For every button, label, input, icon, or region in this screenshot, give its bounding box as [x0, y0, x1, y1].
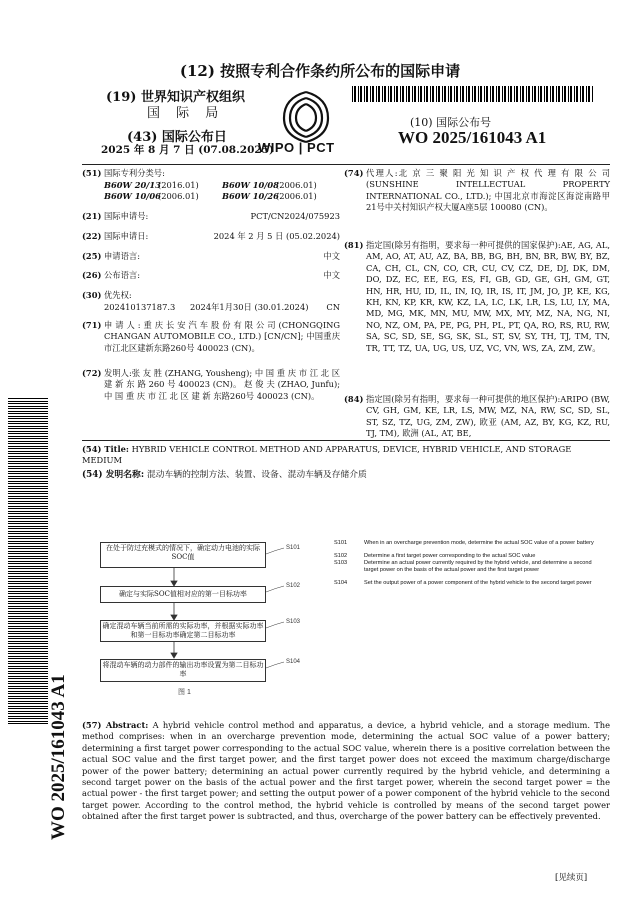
legend-step: S102	[334, 553, 348, 559]
figure-caption: 图 1	[178, 689, 191, 696]
inventors: 发明人:张 友 胜 (ZHANG, Yousheng); 中 国 重 庆 市 江 北 区 建 新 东 路 260 号 400023 (CN)。 赵 俊 夫 (ZHAO, Junfu); 中 国 重 庆 市 江 北 区 建 新 东路260号 400023 (CN)。	[104, 368, 340, 401]
flowchart-figure	[82, 532, 322, 702]
priority-number: 202410137187.3	[104, 302, 176, 312]
ipc-version: (2016.01)	[158, 180, 199, 190]
regional-states: 指定国(除另有指明，要求每一种可提供的地区保护):ARIPO (BW, CV, GH, GM, KE, LR, LS, MW, MZ, NA, RW, SC, SD, SL, ST, SZ, TZ, UG, ZM, ZW), 欧亚 (AM, AZ, BY, KG, KZ, RU, TJ, TM), 欧洲 (AL, AT, BE,	[366, 394, 610, 439]
bibliographic-left: (51) 国际专利分类号: B60W 20/13 (2016.01) B60W 10/08 (2006.01) B60W 10/06 (2006.01) B60W 10/26 (2006.01) (21) 国际申请号: PCT/CN2024/075923 (22) 国际申请日: 2024 年 2 月 5 日 (05.02.2024) (25) 申请语言: 中文 (26) 公布语言: 中文 (30) 优先权: 202410137187.3 2024年1月30日 (30.01.2024) CN (71) 申请人:重庆长安汽车股份有限公司(CHONGQING CHANGAN AUTOMOBILE CO., LTD.) [CN/CN]; 中国重庆市江北区建新东路260号 400023 (CN)。 (72) 发明人:张 友 胜 (ZHANG, Yousheng); 中 国 重 庆 市 江 北 区 建 新 东 路 260 号 400023 (CN)。 赵 俊 夫 (ZHAO, Junfu); 中 国 重 庆 市 江 北 区 建 新 东路260号 400023 (CN)。	[82, 168, 341, 401]
wipo-pct-wordmark: WIPO | PCT	[258, 140, 335, 155]
flow-step-label: S102	[286, 583, 301, 589]
section-rule	[82, 440, 610, 441]
publication-date-label: (43) 国际公布日	[127, 130, 227, 145]
publication-number-label: (10) 国际公布号	[410, 116, 492, 129]
publication-number: WO 2025/161043 A1	[398, 128, 547, 147]
ipc-label: 国际专利分类号:	[104, 168, 165, 178]
ipc-version: (2006.01)	[276, 180, 317, 190]
agent: 代理人:北 京 三 聚 阳 光 知 识 产 权 代 理 有 限 公 司 (SUNSHINE INTELLECTUAL PROPERTY INTERNATIONAL CO., LTD.); 中国北京市海淀区海淀南路甲21号中关村知识产权大厦A座5层 100080 (CN)。	[366, 168, 611, 213]
title-chinese: (54) 发明名称: 混动车辆的控制方法、装置、设备、混动车辆及存储介质	[82, 470, 367, 480]
bibliographic-right: (74) 代理人:北 京 三 聚 阳 光 知 识 产 权 代 理 有 限 公 司 (SUNSHINE INTELLECTUAL PROPERTY INTERNATIONAL CO., LTD.); 中国北京市海淀区海淀南路甲21号中关村知识产权大厦A座5层 100080 (CN)。 (81) 指定国(除另有指明，要求每一种可提供的国家保护):AE, AG, AL, AM, AO, AT, AU, AZ, BA, BB, BG, BH, BN, BR, BW, BY, BZ, CA, CH, CL, CN, CO, CR, CU, CV, CZ, DE, DJ, DK, DM, DO, DZ, EC, EE, EG, ES, FI, GB, GD, GE, GH, GM, GT, HN, HR, HU, ID, IL, IN, IQ, IR, IS, IT, JM, JO, JP, KE, KG, KH, KN, KP, KR, KW, KZ, LA, LC, LK, LR, LS, LU, LY, MA, MD, MG, MK, MN, MU, MW, MX, MY, MZ, NA, NG, NI, NO, NZ, OM, PA, PE, PG, PH, PL, PT, QA, RO, RS, RU, RW, SA, SC, SD, SE, SG, SK, SL, ST, SV, SY, TH, TJ, TM, TN, TR, TT, TZ, UA, UG, US, UZ, VC, VN, WS, ZA, ZM, ZW。 (84) 指定国(除另有指明，要求每一种可提供的地区保护):ARIPO (BW, CV, GH, GM, KE, LR, LS, MW, MZ, NA, RW, SC, SD, SL, ST, SZ, TZ, UG, ZM, ZW), 欧亚 (AM, AZ, BY, KG, KZ, RU, TJ, TM), 欧洲 (AL, AT, BE,	[344, 168, 611, 439]
continued-page-note: [见续页]	[555, 873, 588, 883]
legend-text: Set the output power of a power component of the hybrid vehicle to the second target power	[364, 580, 592, 586]
application-number: PCT/CN2024/075923	[250, 211, 340, 221]
flow-step-box: 确定与实际SOC值相对应的第一目标功率	[100, 586, 266, 603]
flow-step-box: 将混动车辆的动力部件的输出功率设置为第二目标功率	[100, 659, 266, 682]
title-english: (54) Title: HYBRID VEHICLE CONTROL METHOD AND APPARATUS, DEVICE, HYBRID VEHICLE, AND STORAGE MEDIUM	[82, 444, 572, 466]
legend-step: S103	[334, 560, 348, 566]
ipc-version: (2006.01)	[158, 191, 199, 201]
ipc-code: B60W 10/06	[104, 191, 161, 201]
legend-text: Determine an actual power currently required by the hybrid vehicle, and determine a second target power on the basis of the actual power and the first target power	[364, 560, 592, 573]
flow-step-label: S103	[286, 619, 301, 625]
header-barcode	[352, 86, 594, 102]
flow-step-label: S104	[286, 659, 301, 665]
ipc-code: B60W 20/13	[104, 180, 161, 190]
ipc-code: B60W 10/08	[222, 180, 279, 190]
side-publication-number: WO 2025/161043 A1	[48, 674, 69, 840]
publication-date: 2025 年 8 月 7 日 (07.08.2025)	[101, 144, 274, 156]
filing-date: 2024 年 2 月 5 日 (05.02.2024)	[213, 231, 340, 241]
legend-step: S104	[334, 580, 348, 586]
filing-date-label: 国际申请日:	[104, 231, 149, 241]
filing-language-label: 申请语言:	[104, 251, 140, 261]
legend-text: Determine a first target power corresponding to the actual SOC value	[364, 553, 536, 559]
flow-step-label: S101	[286, 545, 301, 551]
document-title: (12) 按照专利合作条约所公布的国际申请	[179, 62, 461, 80]
legend-text: When in an overcharge prevention mode, determine the actual SOC value of a power battery	[364, 540, 594, 546]
header-rule	[82, 164, 610, 165]
ipc-code: B60W 10/26	[222, 191, 279, 201]
publication-language: 中文	[323, 270, 340, 280]
priority-date: 2024年1月30日 (30.01.2024)	[190, 302, 309, 312]
application-number-label: 国际申请号:	[104, 211, 149, 221]
abstract: (57) Abstract: A hybrid vehicle control method and apparatus, a device, a hybrid vehicle, and a storage medium. The method comprises: when in an overcharge prevention mode, determining the actual SOC value of a power battery; determining a first target power corresponding to the actual SOC value, wherein there is a positive correlation between the actual SOC value and the first target power, and the first target power does not exceed the maximum charge/discharge power of the power battery; determining an actual power currently required by the hybrid vehicle, and determining a second target power on the basis of the actual power and the first target power, wherein the second target power = the actual power - the first target power; and setting the output power of a power component of the hybrid vehicle to the second target power. According to the control method, the hybrid vehicle is controlled by means of the second target power obtained after the first target power is subtracted, and thus, overcharge of the power battery can be effectively prevented.	[82, 720, 611, 822]
designated-states: 指定国(除另有指明，要求每一种可提供的国家保护):AE, AG, AL, AM, AO, AT, AU, AZ, BA, BB, BG, BH, BN, BR, BW, BY, BZ, CA, CH, CL, CN, CO, CR, CU, CV, CZ, DE, DJ, DK, DM, DO, DZ, EC, EE, EG, ES, FI, GB, GD, GE, GH, GM, GT, HN, HR, HU, ID, IL, IN, IQ, IR, IS, IT, JM, JO, JP, KE, KG, KH, KN, KP, KR, KW, KZ, LA, LC, LK, LR, LS, LU, LY, MA, MD, MG, MK, MN, MU, MW, MX, MY, MZ, NA, NG, NI, NO, NZ, OM, PA, PE, PG, PH, PL, PT, QA, RO, RS, RU, RW, SA, SC, SD, SE, SG, SK, SL, ST, SV, SY, TH, TJ, TM, TN, TR, TT, TZ, UA, UG, US, UZ, VC, VN, WS, ZA, ZM, ZW。	[366, 240, 610, 353]
legend-step: S101	[334, 540, 348, 546]
priority-label: 优先权:	[104, 290, 132, 300]
bureau: 国 际 局	[147, 106, 225, 121]
side-barcode	[8, 398, 48, 724]
figure-legend	[334, 540, 604, 594]
filing-language: 中文	[323, 251, 340, 261]
flow-step-box: 确定混动车辆当前所需的实际功率，并根据实际功率和第一目标功率确定第二目标功率	[100, 620, 266, 642]
ipc-version: (2006.01)	[276, 191, 317, 201]
organization: (19) 世界知识产权组织	[106, 90, 245, 105]
priority-country: CN	[326, 302, 340, 312]
applicant: 申请人:重庆长安汽车股份有限公司(CHONGQING CHANGAN AUTOMOBILE CO., LTD.) [CN/CN]; 中国重庆市江北区建新东路260号 400023 (CN)。	[104, 320, 341, 353]
publication-language-label: 公布语言:	[104, 270, 140, 280]
flow-step-box: 在处于防过充模式的情况下，确定动力电池的实际SOC值	[100, 542, 266, 568]
